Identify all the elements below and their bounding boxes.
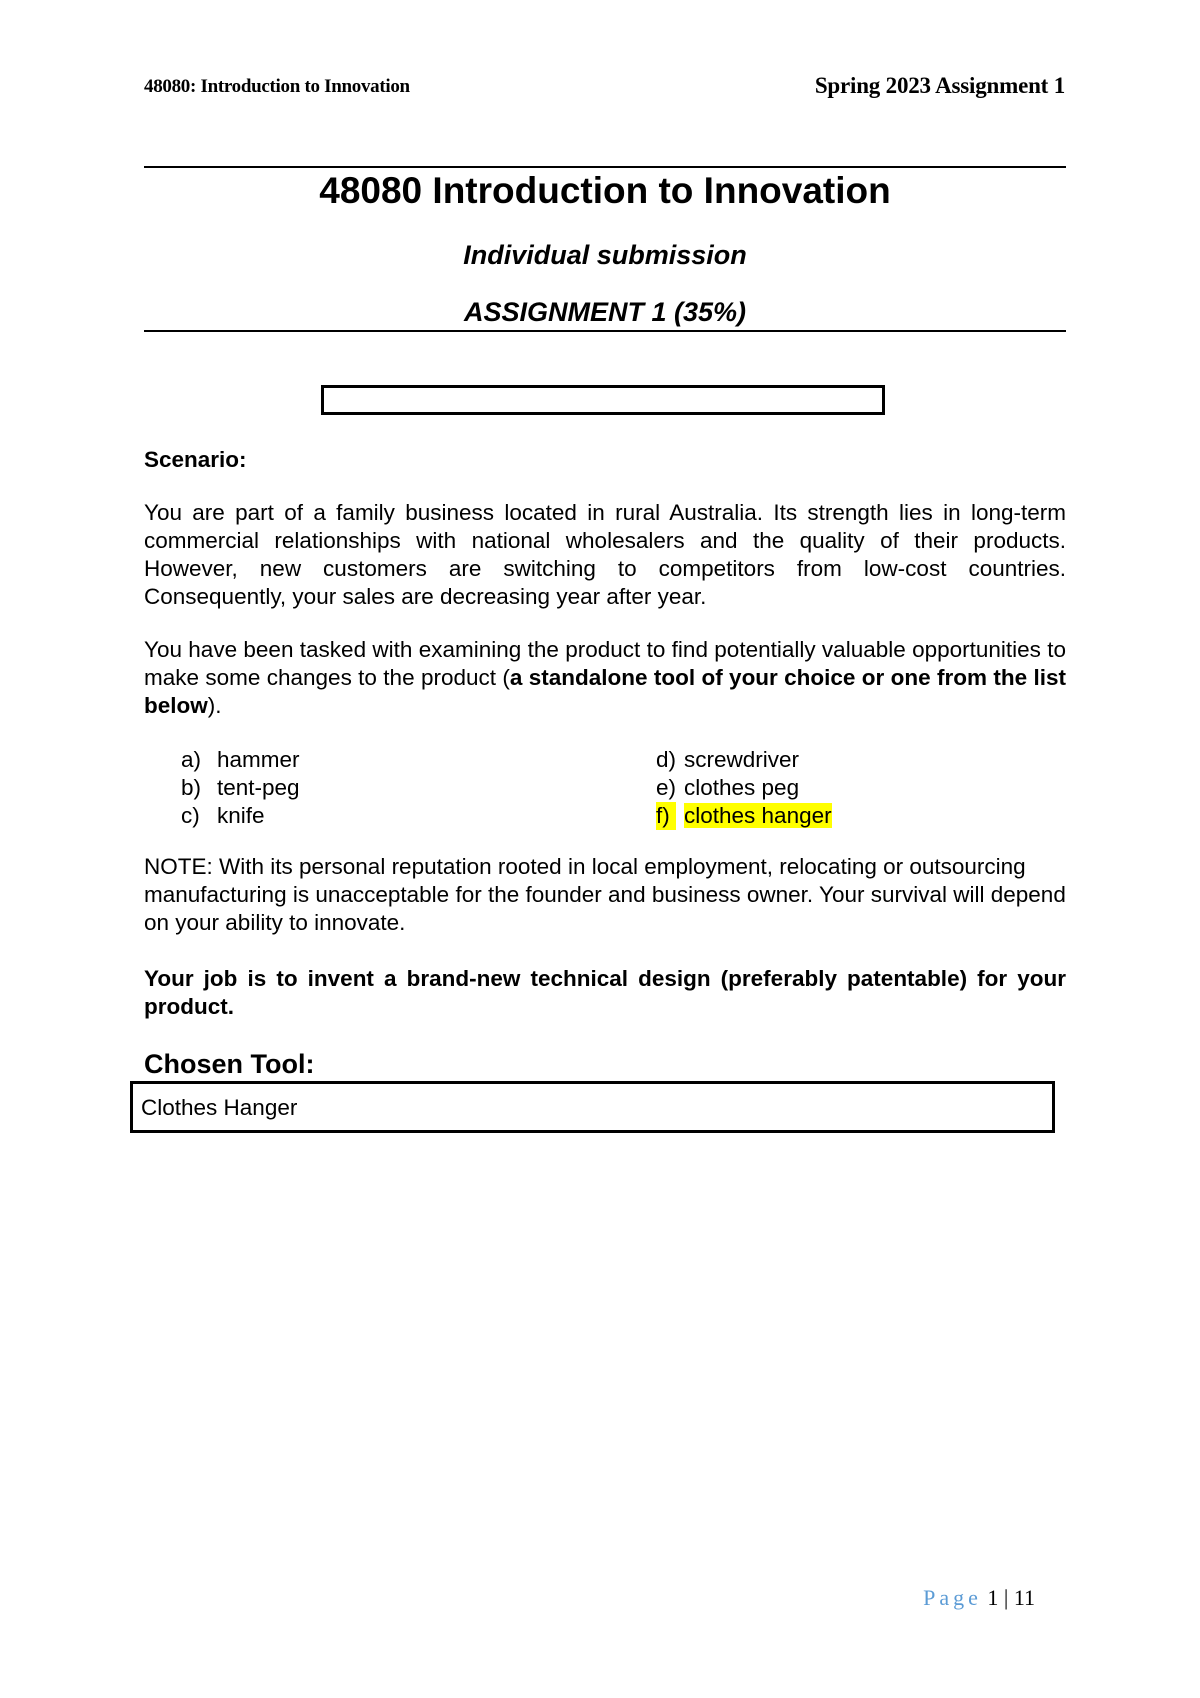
chosen-tool-field[interactable]: [130, 1081, 1055, 1133]
empty-box: [321, 385, 885, 415]
total-pages: 11: [1013, 1585, 1035, 1610]
running-header-course: 48080: Introduction to Innovation: [144, 76, 410, 97]
title-bottom-rule: [144, 330, 1066, 332]
list-item: d) screwdriver: [656, 747, 800, 772]
document-title: 48080 Introduction to Innovation: [319, 170, 891, 211]
paragraph-2-bold: a standalone tool of your choice or one from the list below: [144, 665, 1067, 718]
title-top-rule: [144, 166, 1066, 168]
running-header-assignment: Spring 2023 Assignment 1: [814, 73, 1065, 98]
chosen-tool-heading: Chosen Tool:: [144, 1049, 315, 1079]
note-paragraph: NOTE: With its personal reputation rooted in local employment, relocating or outsourcing manufacturing is unacceptable for the founder and business owner. Your survival will depend on your ability to innovate.: [144, 854, 1066, 935]
list-item: c) knife: [181, 803, 265, 828]
assignment-label: ASSIGNMENT 1 (35%): [463, 297, 747, 327]
page-number: 1: [987, 1585, 999, 1610]
page-separator: |: [1003, 1585, 1009, 1610]
scenario-heading: Scenario:: [144, 447, 247, 472]
page-word: Page: [923, 1585, 982, 1610]
document-subtitle: Individual submission: [463, 240, 747, 270]
chosen-tool-value: Clothes Hanger: [141, 1095, 298, 1120]
list-item: b) tent-peg: [181, 775, 300, 800]
scenario-paragraph-2: [144, 636, 1066, 720]
list-item: a) hammer: [181, 747, 300, 772]
page-footer: [923, 1585, 1035, 1611]
list-item: e) clothes peg: [656, 775, 800, 800]
scenario-paragraph-1: You are part of a family business located in rural Australia. Its strength lies in long-term commercial relationships with national wholesalers and the quality of their products. However, new customers are switching to competitors from low-cost countries. Consequently, your sales are decreasing year after year.: [144, 500, 1066, 609]
paragraph-2-start: You have been tasked with examining the product to find potentially valuable opportunities to make some changes to the product (: [144, 637, 1066, 690]
list-item-highlighted: f) clothes hanger: [656, 803, 832, 828]
paragraph-2-end: ).: [207, 693, 222, 718]
job-statement: Your job is to invent a brand-new technical design (preferably patentable) for your product.: [144, 966, 1066, 1019]
